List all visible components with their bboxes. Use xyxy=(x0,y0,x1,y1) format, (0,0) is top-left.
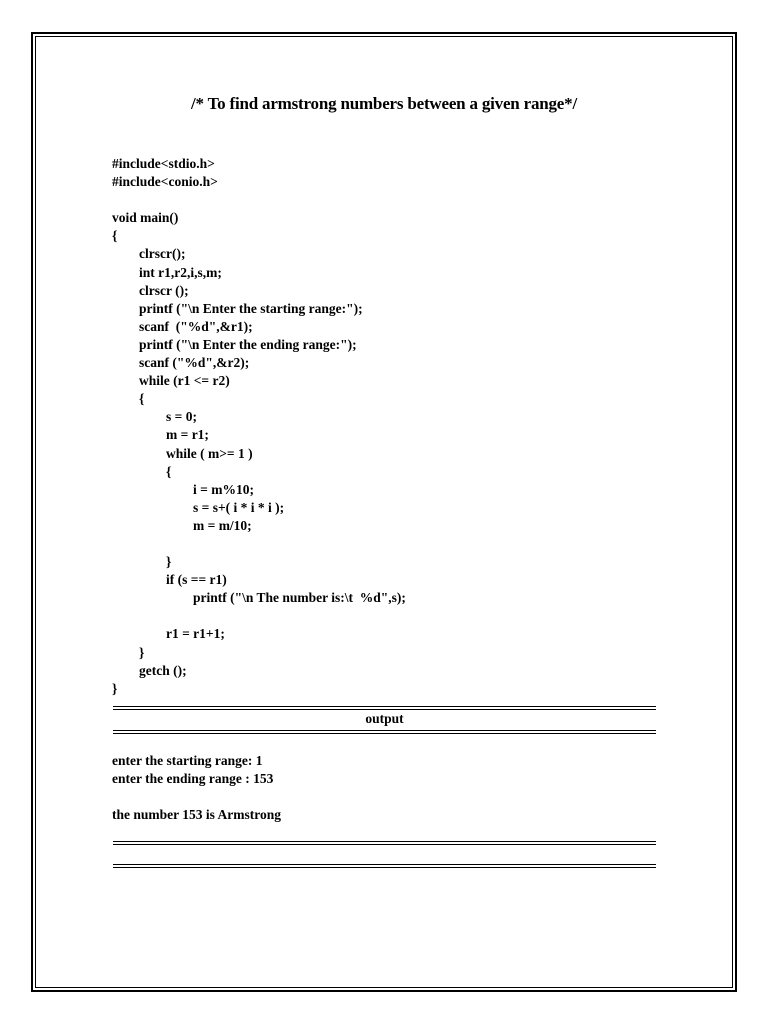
output-rule-bottom-1 xyxy=(113,841,656,845)
code-line xyxy=(112,191,406,209)
code-line xyxy=(112,607,406,625)
code-line: i = m%10; xyxy=(112,481,254,497)
code-line: { xyxy=(112,463,172,479)
code-line: printf ("\n The number is:\t %d",s); xyxy=(112,590,406,606)
code-line: s = 0; xyxy=(112,409,197,425)
code-line: scanf ("%d",&r1); xyxy=(112,318,253,334)
code-line: printf ("\n Enter the starting range:"); xyxy=(112,300,363,316)
output-rule-under-label xyxy=(113,730,656,734)
code-line xyxy=(112,535,406,553)
code-line: scanf ("%d",&r2); xyxy=(112,355,250,371)
code-line: printf ("\n Enter the ending range:"); xyxy=(112,336,357,352)
code-line: if (s == r1) xyxy=(112,572,227,588)
code-line: { xyxy=(112,391,145,407)
code-line: } xyxy=(112,644,145,660)
code-line: } xyxy=(112,554,172,570)
code-line: #include<stdio.h> xyxy=(112,156,215,171)
code-line: void main() xyxy=(112,210,179,226)
code-line: } xyxy=(112,680,118,696)
output-rule-bottom-2 xyxy=(113,864,656,868)
code-block xyxy=(112,155,406,698)
code-line: { xyxy=(112,228,118,244)
output-start-line: enter the starting range: 1 xyxy=(112,753,263,768)
code-line: clrscr (); xyxy=(112,282,189,298)
code-line: s = s+( i * i * i ); xyxy=(112,499,285,515)
output-result-line: the number 153 is Armstrong xyxy=(112,807,282,822)
code-line: while (r1 <= r2) xyxy=(112,373,230,389)
code-line: m = r1; xyxy=(112,427,209,443)
output-rule-top xyxy=(113,706,656,710)
code-line: while ( m>= 1 ) xyxy=(112,445,253,461)
code-line: clrscr(); xyxy=(112,246,186,262)
code-line: #include<conio.h> xyxy=(112,174,218,190)
output-label: output xyxy=(365,711,404,726)
code-line: m = m/10; xyxy=(112,517,252,533)
code-line: getch (); xyxy=(112,662,187,678)
output-end-line: enter the ending range : 153 xyxy=(112,771,274,786)
code-line: r1 = r1+1; xyxy=(112,626,225,642)
code-line: int r1,r2,i,s,m; xyxy=(112,264,222,280)
page-title: /* To find armstrong numbers between a given range*/ xyxy=(191,94,577,113)
